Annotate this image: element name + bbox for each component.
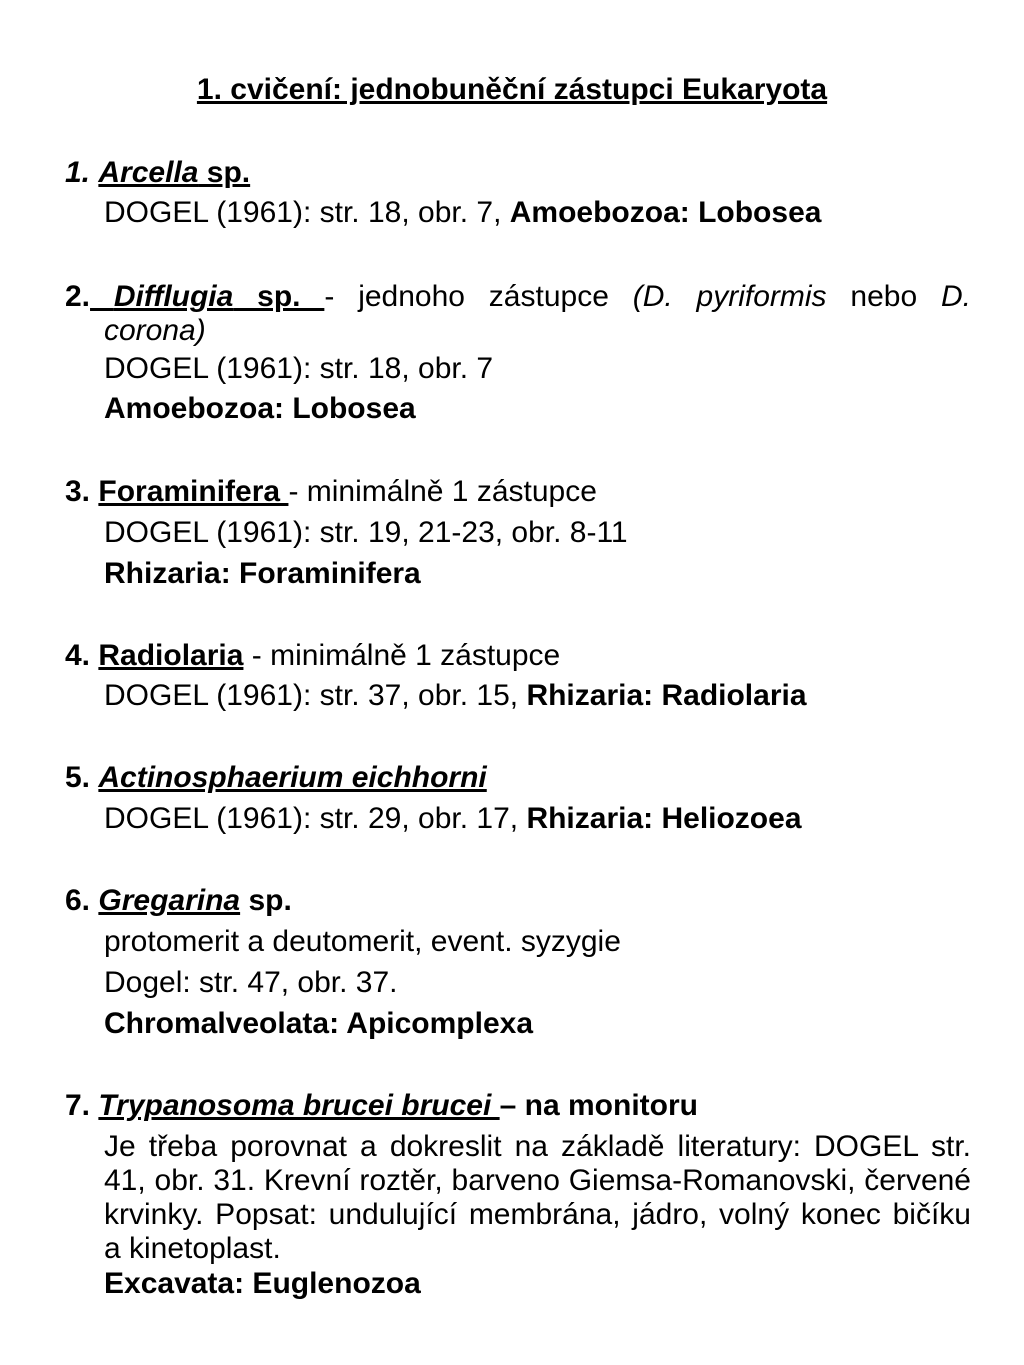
item-3-reference: DOGEL (1961): str. 19, 21-23, obr. 8-11 (104, 516, 628, 549)
item-7-heading (65, 1088, 698, 1124)
item-6-note: protomerit a deutomerit, event. syzygie (104, 925, 621, 958)
item-3-heading (65, 474, 597, 510)
item-6-name: Gregarina (98, 884, 241, 917)
item-7-description: Je třeba porovnat a dokreslit na základě literatury: DOGEL str. 41, obr. 31. Krevní roztěr, barveno Giemsa-Romanovski, červené krvinky. Popsat: undulující membrána, jádro, volný konec bičíku a kinetoplast. (104, 1130, 971, 1265)
item-4-reference: DOGEL (1961): str. 37, obr. 15, Rhizaria: Radiolaria (104, 679, 807, 712)
item-1-reference: DOGEL (1961): str. 18, obr. 7, Amoebozoa: Lobosea (104, 196, 822, 229)
item-1-heading (65, 155, 250, 191)
item-2-suffix: sp. (233, 280, 325, 313)
item-4-description: - minimálně 1 zástupce (243, 639, 561, 672)
item-3-number: 3. (65, 475, 91, 508)
item-2-description: - jednoho zástupce (324, 280, 633, 313)
item-2-reference: DOGEL (1961): str. 18, obr. 7 (104, 352, 494, 385)
item-4-number: 4. (65, 639, 91, 672)
item-3-taxon: Rhizaria: Foraminifera (104, 557, 421, 590)
item-6-reference: Dogel: str. 47, obr. 37. (104, 966, 398, 999)
item-4-name: Radiolaria (98, 639, 244, 672)
item-1-taxon: Amoebozoa: Lobosea (509, 196, 822, 229)
item-5-taxon: Rhizaria: Heliozoea (526, 802, 802, 835)
page-title: 1. cvičení: jednobuněční zástupci Eukaryota (196, 73, 828, 106)
item-2-heading: 2. Difflugia sp. - jednoho zástupce (D. pyriformis nebo D. corona) (65, 280, 971, 347)
item-7-taxon: Excavata: Euglenozoa (104, 1267, 421, 1300)
item-6-number: 6. (65, 884, 91, 917)
item-1-name: Arcella (98, 156, 199, 189)
item-3-name: Foraminifera (98, 475, 289, 508)
item-5-heading (65, 760, 487, 796)
item-2-alternative-2-end: corona) (104, 314, 206, 347)
item-6-suffix: sp. (240, 884, 292, 917)
item-1-suffix: sp. (198, 156, 251, 189)
item-2-taxon: Amoebozoa: Lobosea (104, 392, 416, 425)
item-5-number: 5. (65, 761, 91, 794)
item-6-taxon: Chromalveolata: Apicomplexa (104, 1007, 534, 1040)
item-4-heading (65, 638, 560, 674)
item-6-heading (65, 883, 292, 919)
item-5-name: Actinosphaerium eichhorni (98, 761, 487, 794)
item-7-name: Trypanosoma brucei brucei (98, 1089, 500, 1122)
item-2-alternative-2: D. (941, 280, 971, 313)
item-1-number: 1. (65, 156, 91, 189)
item-2-number: 2. (65, 280, 91, 313)
item-3-description: - minimálně 1 zástupce (288, 475, 597, 508)
item-2-alternative-1: (D. pyriformis (632, 280, 827, 313)
item-4-taxon: Rhizaria: Radiolaria (526, 679, 807, 712)
item-7-suffix: – na monitoru (499, 1089, 698, 1122)
item-2-name: Difflugia (113, 280, 234, 313)
item-5-reference: DOGEL (1961): str. 29, obr. 17, Rhizaria: Heliozoea (104, 802, 802, 835)
item-7-number: 7. (65, 1089, 91, 1122)
